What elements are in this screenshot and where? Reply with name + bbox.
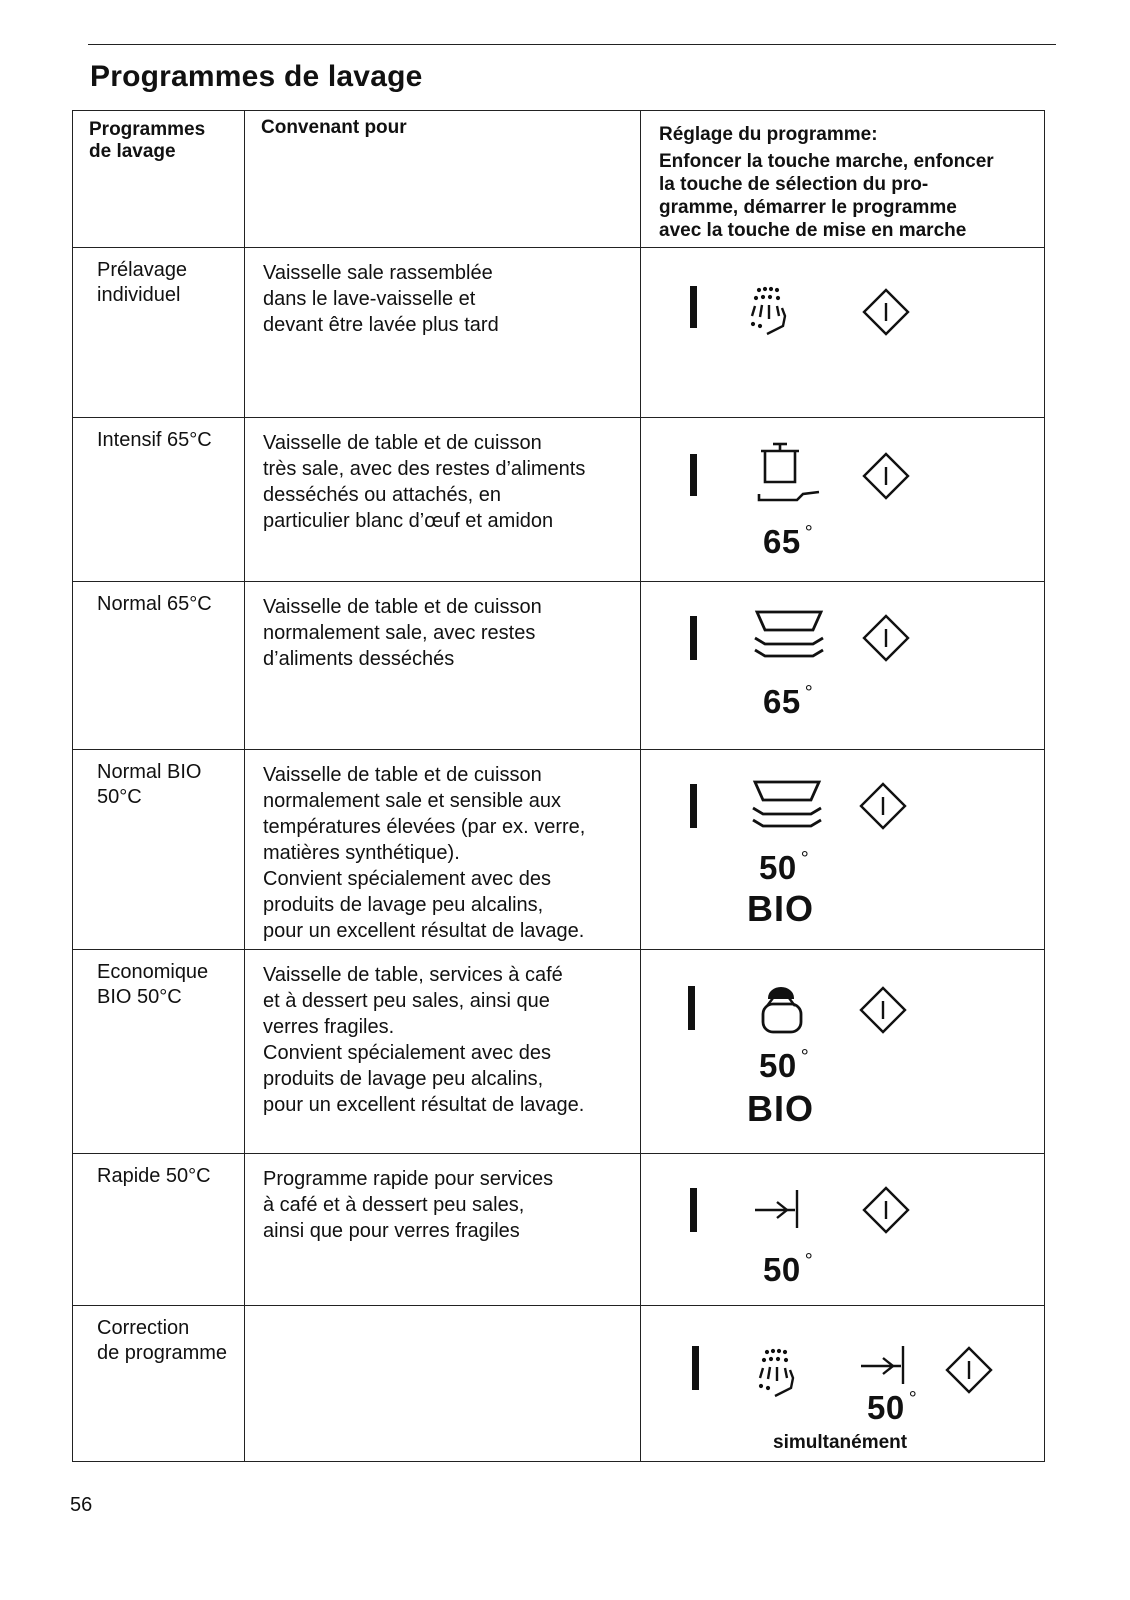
desc-line: produits de lavage peu alcalins, (263, 894, 544, 916)
temperature-value: 65 (763, 683, 801, 720)
header-reglage-line: gramme, démarrer le programme (659, 197, 957, 218)
page-title: Programmes de lavage (90, 60, 423, 93)
setting-icons (641, 248, 1045, 418)
setting-icons (641, 950, 1045, 1154)
start-icon (861, 784, 905, 828)
desc-line: produits de lavage peu alcalins, (263, 1068, 544, 1090)
degree-symbol: ° (804, 682, 814, 704)
bio-label: BIO (747, 1088, 815, 1129)
desc-line: Convient spécialement avec des (263, 868, 551, 890)
programme-desc-cell (245, 248, 641, 418)
setting-icons (641, 418, 1045, 582)
temperature-label (763, 522, 813, 561)
power-switch-icon (690, 454, 697, 496)
quick-arrow-icon (755, 1190, 797, 1228)
temperature-label (763, 1250, 813, 1289)
start-icon (864, 290, 908, 334)
desc-line: normalement sale et sensible aux (263, 790, 561, 812)
desc-line: et à dessert peu sales, ainsi que (263, 990, 550, 1012)
programme-name-line: Rapide 50°C (97, 1165, 211, 1187)
power-switch-icon (690, 286, 697, 328)
power-switch-icon (692, 1346, 699, 1390)
temperature-label (759, 848, 809, 887)
desc-line: particulier blanc d’œuf et amidon (263, 510, 554, 532)
programmes-table (72, 110, 1045, 1462)
programme-name-cell (73, 418, 245, 582)
start-icon (864, 616, 908, 660)
temperature-label (763, 682, 813, 721)
header-cell-reglage (641, 111, 1045, 248)
table-row (73, 750, 1045, 950)
degree-symbol: ° (800, 848, 810, 870)
desc-line: desséchés ou attachés, en (263, 484, 501, 506)
power-switch-icon (690, 1188, 697, 1232)
programme-setting-cell (641, 750, 1045, 950)
setting-icons (641, 582, 1045, 750)
temperature-value: 50 (867, 1389, 905, 1426)
programme-setting-cell (641, 418, 1045, 582)
temperature-value: 50 (759, 1047, 797, 1084)
header-reglage-line: la touche de sélection du pro- (659, 174, 929, 195)
simultaneous-note: simultanément (773, 1432, 908, 1453)
desc-line: à café et à dessert peu sales, (263, 1194, 525, 1216)
programme-desc-cell (245, 418, 641, 582)
programme-desc-cell (245, 1154, 641, 1306)
programme-name-line: Correction (97, 1317, 190, 1339)
prewash-spray-icon (751, 287, 785, 334)
setting-icons (641, 1154, 1045, 1306)
programme-name-line: Normal 65°C (97, 593, 212, 615)
programme-name-line: Economique (97, 961, 209, 983)
programme-name-line: 50°C (97, 786, 142, 808)
programme-setting-cell (641, 248, 1045, 418)
start-icon (861, 988, 905, 1032)
programme-setting-cell (641, 582, 1045, 750)
prewash-spray-icon (759, 1349, 793, 1396)
desc-line: très sale, avec des restes d’aliments (263, 458, 586, 480)
plates-icon (753, 782, 821, 826)
top-rule (88, 44, 1056, 45)
economy-icon (763, 988, 801, 1032)
desc-line: devant être lavée plus tard (263, 314, 499, 336)
power-switch-icon (690, 616, 697, 660)
desc-line: Vaisselle de table et de cuisson (263, 764, 542, 786)
start-icon (864, 454, 908, 498)
programme-desc-cell (245, 950, 641, 1154)
degree-symbol: ° (804, 522, 814, 544)
desc-line: normalement sale, avec restes (263, 622, 536, 644)
programme-desc-cell (245, 1306, 641, 1462)
desc-line: verres fragiles. (263, 1016, 395, 1038)
desc-line: Vaisselle de table et de cuisson (263, 596, 542, 618)
temperature-value: 65 (763, 523, 801, 560)
desc-line: Vaisselle de table, services à café (263, 964, 563, 986)
programme-name-cell (73, 582, 245, 750)
plates-icon (755, 612, 823, 656)
programme-name-cell (73, 1154, 245, 1306)
programme-desc-cell (245, 750, 641, 950)
programme-name-cell (73, 1306, 245, 1462)
header-cell-convenant (245, 111, 641, 248)
programme-setting-cell (641, 950, 1045, 1154)
programme-name-line: Intensif 65°C (97, 429, 212, 451)
degree-symbol: ° (908, 1388, 918, 1410)
bio-label: BIO (747, 888, 815, 929)
quick-arrow-icon (861, 1346, 903, 1384)
desc-line: pour un excellent résultat de lavage. (263, 920, 585, 942)
header-reglage-title: Réglage du programme: (659, 124, 878, 145)
programme-name-cell (73, 248, 245, 418)
desc-line: ainsi que pour verres fragiles (263, 1220, 520, 1242)
table-row (73, 1154, 1045, 1306)
programme-name-cell (73, 750, 245, 950)
setting-icons (641, 750, 1045, 950)
degree-symbol: ° (800, 1046, 810, 1068)
header-programmes-line: de lavage (89, 141, 176, 162)
table-header-row (73, 111, 1045, 248)
header-cell-programmes (73, 111, 245, 248)
table-row (73, 248, 1045, 418)
desc-line: Vaisselle sale rassemblée (263, 262, 493, 284)
programme-setting-cell (641, 1154, 1045, 1306)
programme-name-line: Normal BIO (97, 761, 202, 783)
header-programmes-line: Programmes (89, 119, 206, 140)
temperature-label (867, 1388, 917, 1427)
desc-line: Convient spécialement avec des (263, 1042, 551, 1064)
start-icon (864, 1188, 908, 1232)
degree-symbol: ° (804, 1250, 814, 1272)
desc-line: températures élevées (par ex. verre, (263, 816, 586, 838)
desc-line: dans le lave-vaisselle et (263, 288, 476, 310)
table-row (73, 950, 1045, 1154)
power-switch-icon (688, 986, 695, 1030)
programme-name-line: BIO 50°C (97, 986, 182, 1008)
header-reglage-line: Enfoncer la touche marche, enfoncer (659, 151, 994, 172)
page-number: 56 (70, 1494, 93, 1516)
programme-desc-cell (245, 582, 641, 750)
desc-line: pour un excellent résultat de lavage. (263, 1094, 585, 1116)
power-switch-icon (690, 784, 697, 828)
programme-name-line: de programme (97, 1342, 228, 1364)
start-icon (947, 1348, 991, 1392)
table-row (73, 418, 1045, 582)
programme-name-line: Prélavage (97, 259, 188, 281)
pot-icon (759, 444, 819, 500)
header-reglage-line: avec la touche de mise en marche (659, 220, 967, 241)
temperature-value: 50 (759, 849, 797, 886)
temperature-label (759, 1046, 809, 1085)
programme-name-line: individuel (97, 284, 181, 306)
header-convenant: Convenant pour (261, 117, 407, 138)
temperature-value: 50 (763, 1251, 801, 1288)
desc-line: Programme rapide pour services (263, 1168, 554, 1190)
desc-line: matières synthétique). (263, 842, 460, 864)
programme-setting-cell (641, 1306, 1045, 1462)
table-row (73, 582, 1045, 750)
desc-line: d’aliments desséchés (263, 648, 455, 670)
programme-name-cell (73, 950, 245, 1154)
table-row (73, 1306, 1045, 1462)
desc-line: Vaisselle de table et de cuisson (263, 432, 542, 454)
